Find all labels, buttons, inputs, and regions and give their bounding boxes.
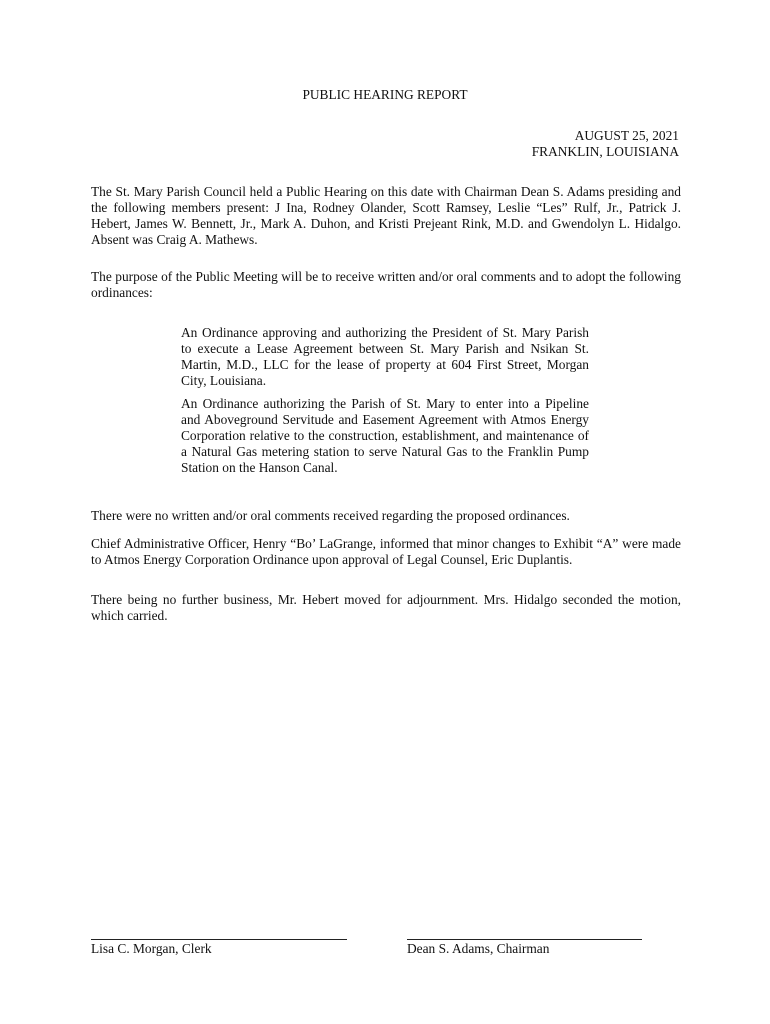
ordinance-atmos-servitude: An Ordinance authorizing the Parish of St. Mary to enter into a Pipeline and Aboveground Servitude and Easement Agreement with Atmos Energy Corporation relative to the construction, establishment, and maintenance of a Natural Gas metering station to serve Natural Gas to the Franklin Pump Station on the Hanson Canal. <box>181 396 589 475</box>
adjournment-paragraph: There being no further business, Mr. Hebert moved for adjournment. Mrs. Hidalgo seconded the motion, which carried. <box>91 592 681 623</box>
date-location-block <box>532 128 679 160</box>
cao-note-paragraph: Chief Administrative Officer, Henry “Bo’ LaGrange, informed that minor changes to Exhibit “A” were made to Atmos Energy Corporation Ordinance upon approval of Legal Counsel, Eric Duplantis. <box>91 536 681 567</box>
document-title: PUBLIC HEARING REPORT <box>302 87 468 102</box>
attendance-paragraph: The St. Mary Parish Council held a Public Hearing on this date with Chairman Dean S. Adams presiding and the following members present: J Ina, Rodney Olander, Scott Ramsey, Leslie “Les” Rulf, Jr., Patrick J. Hebert, James W. Bennett, Jr., Mark A. Duhon, and Kristi Prejeant Rink, M.D. and Gwendolyn L. Hidalgo. Absent was Craig A. Mathews. <box>91 184 681 247</box>
purpose-paragraph: The purpose of the Public Meeting will be to receive written and/or oral comments and to adopt the following ordinances: <box>91 269 681 300</box>
clerk-signature-line <box>91 939 347 940</box>
hearing-location: FRANKLIN, LOUISIANA <box>531 144 679 159</box>
no-comments-paragraph: There were no written and/or oral comments received regarding the proposed ordinances. <box>91 508 570 523</box>
chairman-signature-line <box>407 939 642 940</box>
hearing-date: AUGUST 25, 2021 <box>574 128 679 143</box>
clerk-name: Lisa C. Morgan, Clerk <box>91 941 212 956</box>
chairman-name: Dean S. Adams, Chairman <box>407 941 550 956</box>
ordinance-lease-agreement: An Ordinance approving and authorizing the President of St. Mary Parish to execute a Lease Agreement between St. Mary Parish and Nsikan St. Martin, M.D., LLC for the lease of property at 604 First Street, Morgan City, Louisiana. <box>181 325 589 388</box>
